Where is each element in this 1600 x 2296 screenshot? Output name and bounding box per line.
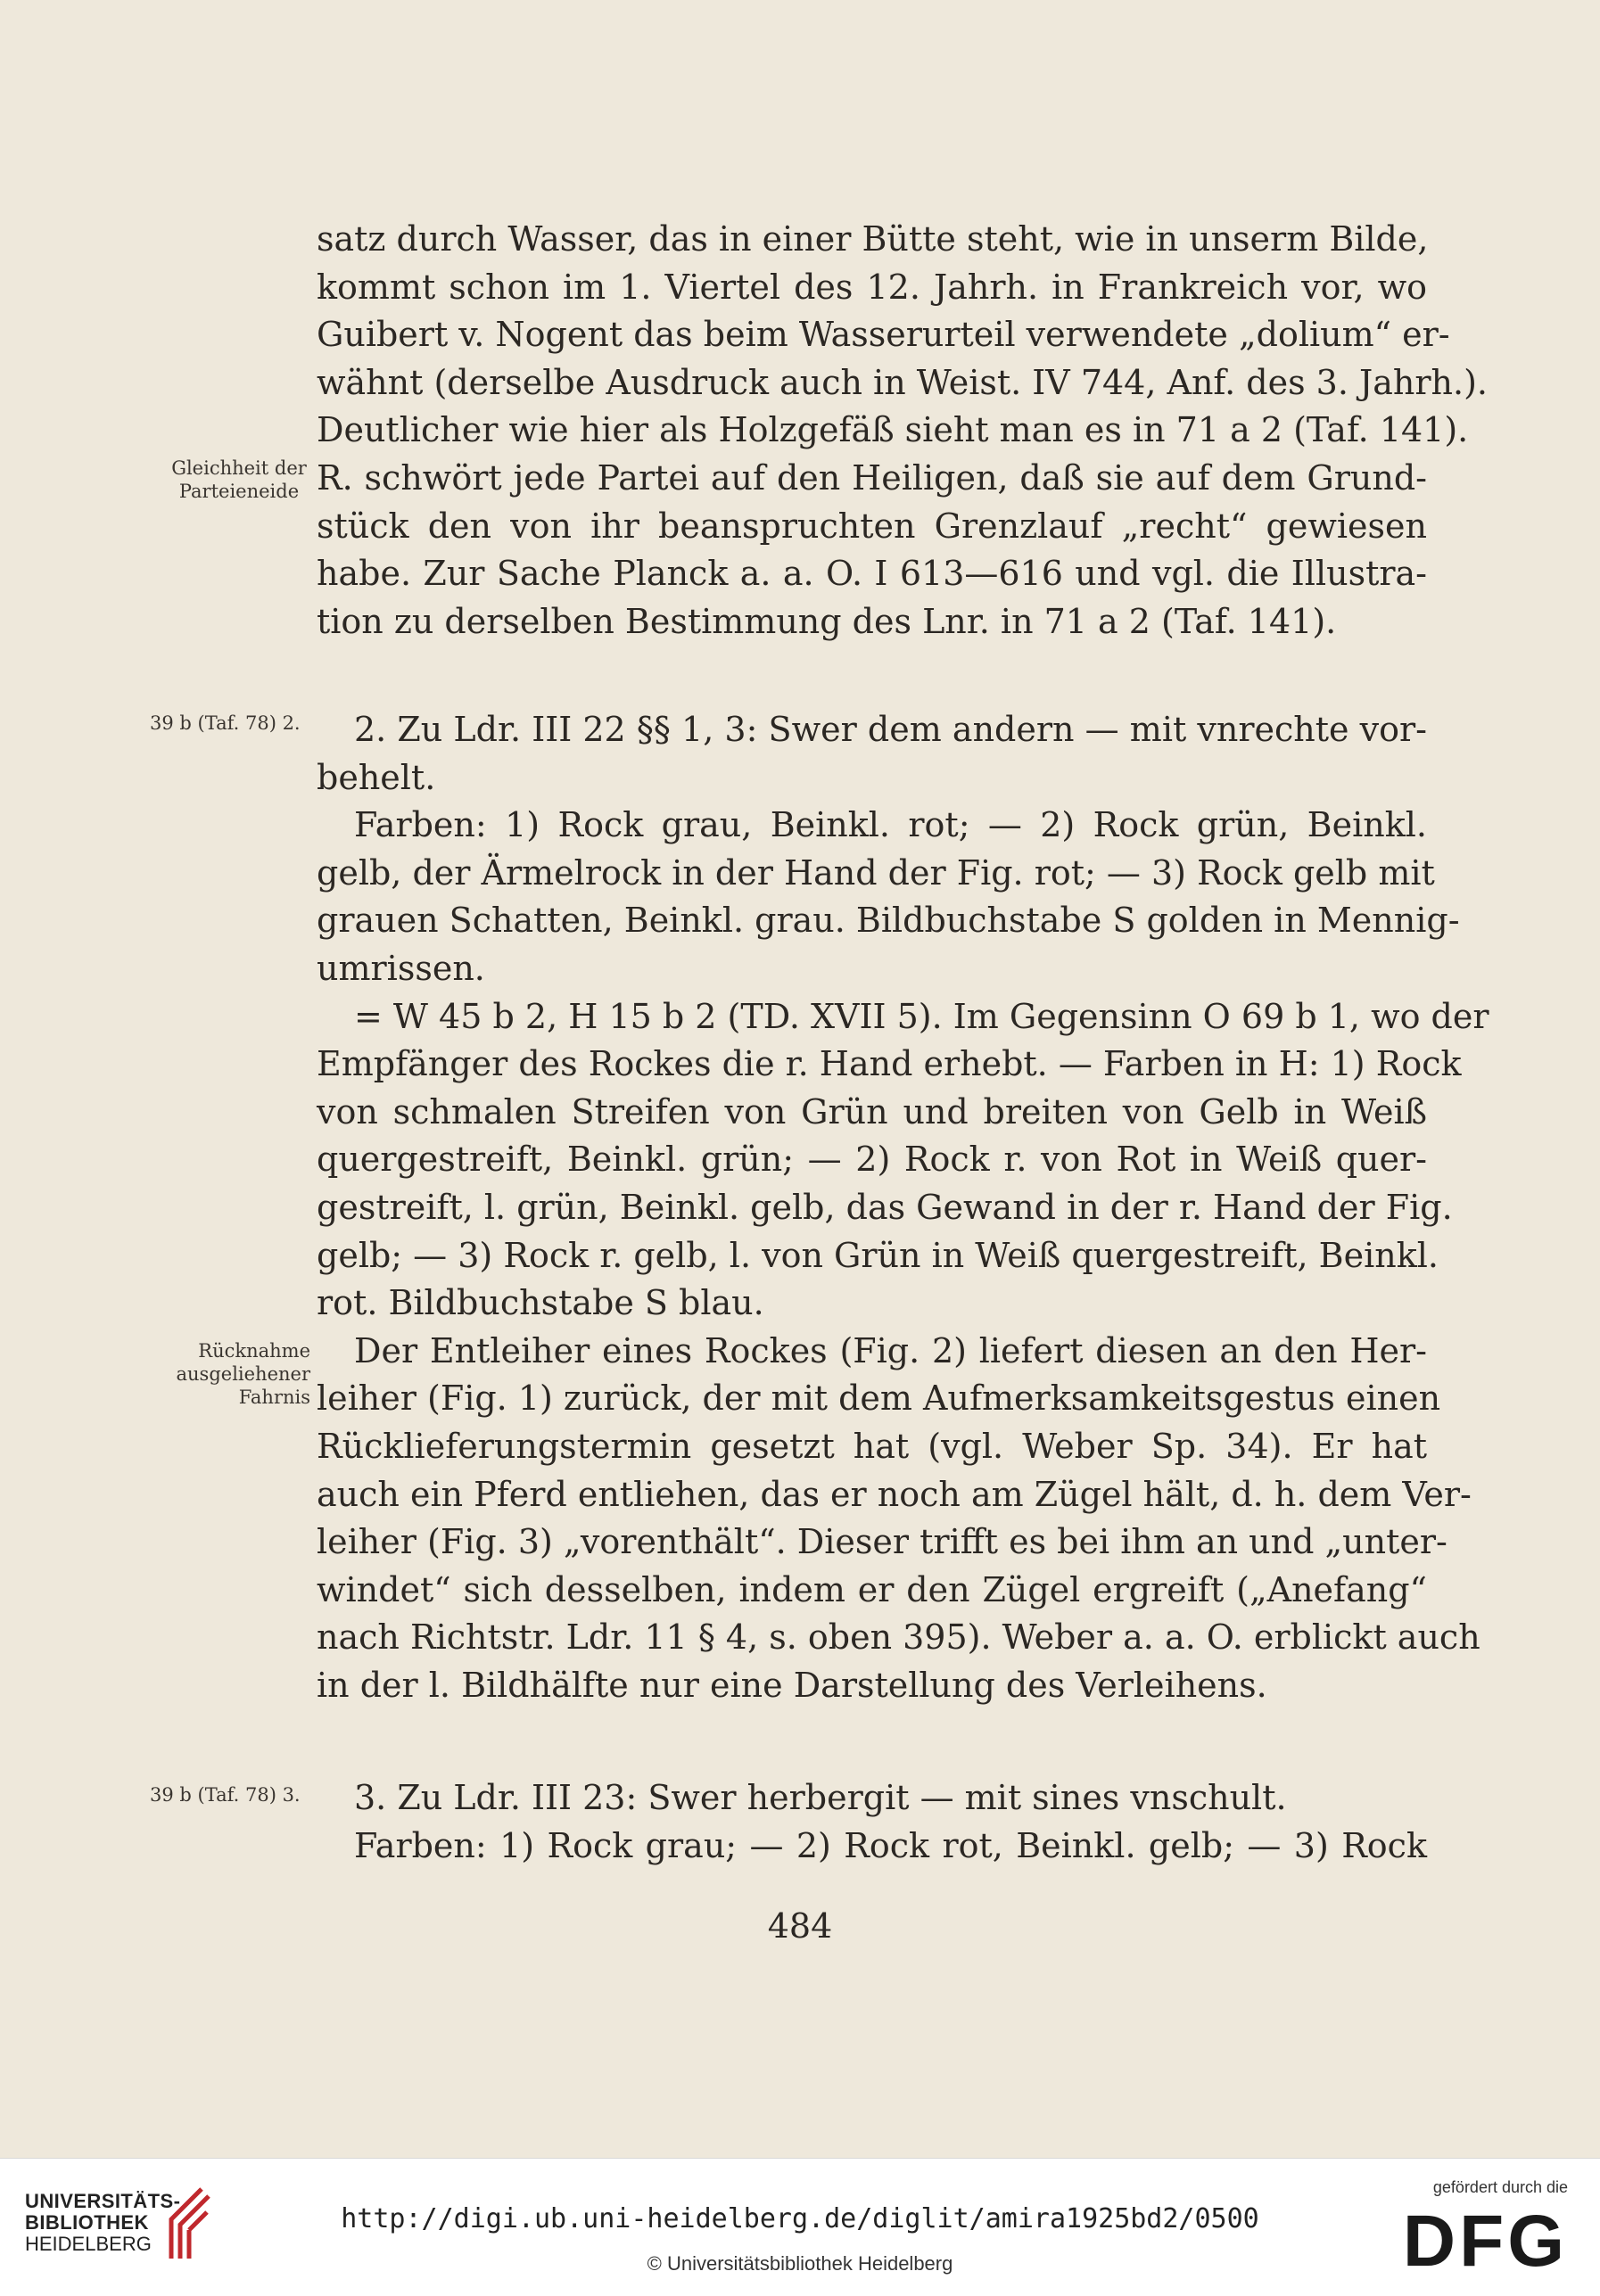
margin-note-text: Rücknahme ausgeliehener Fahrnis [176,1340,310,1408]
logo-line-2: BIBLIOTHEK [25,2211,149,2234]
footer-bar [0,2158,1600,2296]
text-line: in der l. Bildhälfte nur eine Darstellung des Verleihens. [317,1665,1267,1705]
text-line: kommt schon im 1. Viertel des 12. Jahrh. in Frankreich vor, wo [317,267,1427,307]
text-line: nach Richtstr. Ldr. 11 § 4, s. oben 395). Weber a. a. O. erblickt auch [317,1617,1480,1658]
dfg-logo[interactable]: DFG [1402,2201,1568,2282]
text-line: windet“ sich desselben, indem er den Zügel ergreift („Anefang“ [317,1569,1427,1609]
text-line: quergestreift, Beinkl. grün; — 2) Rock r. von Rot in Weiß quer- [317,1140,1427,1180]
logo-line-1: UNIVERSITÄTS- [25,2190,181,2212]
text-block-3 [317,1774,1427,1870]
text-line: habe. Zur Sache Planck a. a. O. I 613—616 und vgl. die Illustra- [317,554,1427,594]
text-line: grauen Schatten, Beinkl. grau. Bildbuchstabe S golden in Mennig- [317,901,1460,941]
text-line: satz durch Wasser, das in einer Bütte steht, wie in unserm Bilde, [317,219,1429,259]
text-line: leiher (Fig. 3) „vorenthält“. Dieser trifft es bei ihm an und „unter- [317,1522,1447,1562]
text-line: = W 45 b 2, H 15 b 2 (TD. XVII 5). Im Gegensinn O 69 b 1, wo der [354,996,1489,1036]
page-number: 484 [767,1906,833,1946]
text-line: gelb; — 3) Rock r. gelb, l. von Grün in Weiß quergestreift, Beinkl. [317,1235,1439,1275]
text-line: tion zu derselben Bestimmung des Lnr. in 71 a 2 (Taf. 141). [317,601,1337,641]
text-line: stück den von ihr beanspruchten Grenzlauf „recht“ gewiesen [317,506,1427,546]
text-line: leiher (Fig. 1) zurück, der mit dem Aufmerksamkeitsgestus einen [317,1378,1441,1419]
funder-note: gefördert durch die [1432,2178,1568,2196]
text-line: wähnt (derselbe Ausdruck auch in Weist. IV 744, Anf. des 3. Jahrh.). [317,362,1489,402]
text-line: gestreift, l. grün, Beinkl. gelb, das Gewand in der r. Hand der Fig. [317,1187,1453,1227]
text-line: Guibert v. Nogent das beim Wasserurteil verwendete „dolium“ er- [317,315,1450,355]
text-line: Der Entleiher eines Rockes (Fig. 2) liefert diesen an den Her- [354,1330,1427,1370]
text-line: Deutlicher wie hier als Holzgefäß sieht man es in 71 a 2 (Taf. 141). [317,410,1469,450]
margin-note-text: 39 b (Taf. 78) 3. [150,1784,301,1806]
text-block-2 [317,706,1489,1709]
section-heading-2: 2. Zu Ldr. III 22 §§ 1, 3: Swer dem andern — mit vnrechte vor- [354,710,1427,749]
text-line: R. schwört jede Partei auf den Heiligen, daß sie auf dem Grund- [317,457,1427,498]
text-block-1 [317,216,1489,646]
logo-line-3: HEIDELBERG [25,2233,152,2255]
text-line: umrissen. [317,948,485,988]
text-line: rot. Bildbuchstabe S blau. [317,1283,764,1323]
copyright-notice: © Universitätsbibliothek Heidelberg [647,2252,953,2275]
margin-note-ref-2 [150,1783,315,1806]
text-line: Farben: 1) Rock grau, Beinkl. rot; — 2) Rock grün, Beinkl. [354,805,1427,845]
margin-note-gleichheit [150,457,328,503]
text-line: von schmalen Streifen von Grün und breiten von Gelb in Weiß [317,1091,1427,1132]
permalink-url[interactable]: http://digi.ub.uni-heidelberg.de/diglit/amira1925bd2/0500 [341,2203,1259,2234]
section-heading-3: 3. Zu Ldr. III 23: Swer herbergit — mit sines vnschult. [354,1778,1287,1817]
text-line: behelt. [317,757,436,797]
text-line: gelb, der Ärmelrock in der Hand der Fig. rot; — 3) Rock gelb mit [317,852,1435,893]
margin-note-ruecknahme [150,1339,310,1409]
text-line: Empfänger des Rockes die r. Hand erhebt. — Farben in H: 1) Rock [317,1044,1462,1084]
text-line: auch ein Pferd entliehen, das er noch am Zügel hält, d. h. dem Ver- [317,1474,1472,1514]
text-line: Farben: 1) Rock grau; — 2) Rock rot, Beinkl. gelb; — 3) Rock [354,1825,1427,1865]
text-line: Rücklieferungstermin gesetzt hat (vgl. Weber Sp. 34). Er hat [317,1426,1427,1466]
margin-note-text: Gleichheit der Parteieneide [171,457,307,502]
margin-note-text: 39 b (Taf. 78) 2. [150,712,301,734]
margin-note-ref-1 [150,712,315,735]
